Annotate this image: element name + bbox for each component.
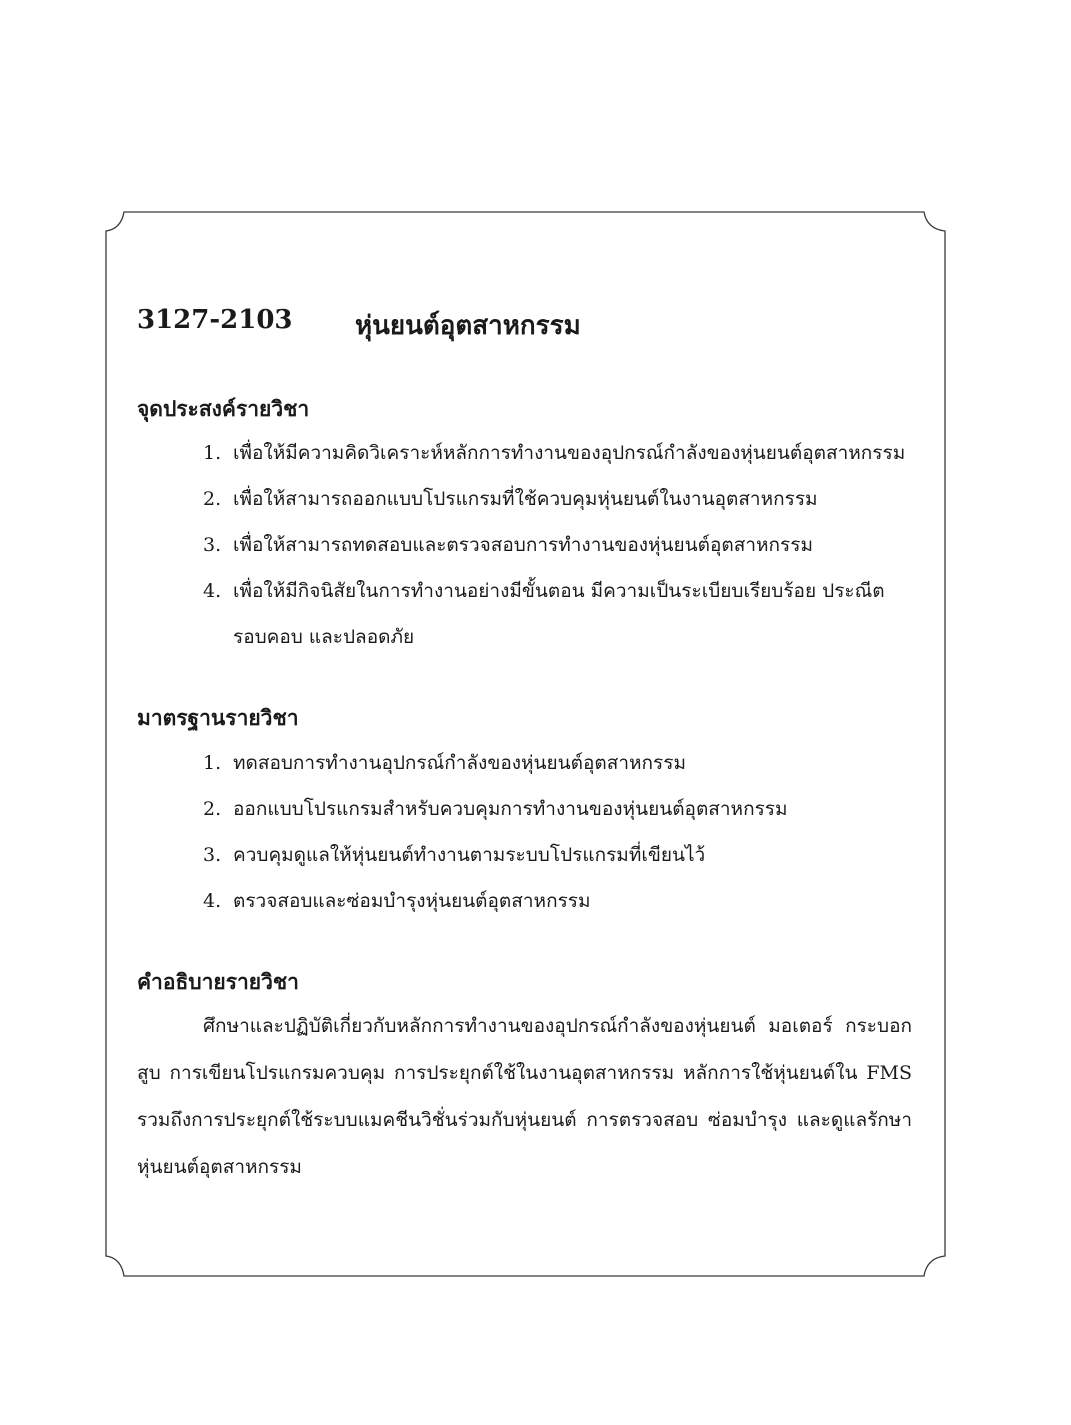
list-item	[137, 568, 912, 660]
description-text: ศึกษาและปฏิบัติเกี่ยวกับหลักการทำงานของอุปกรณ์กำลังของหุ่นยนต์ มอเตอร์ กระบอกสูบ การเขียนโปรแกรมควบคุม การประยุกต์ใช้ในงานอุตสาหกรรม หลักการใช้หุ่นยนต์ใน FMS รวมถึงการประยุกต์ใช้ระบบแมคชีนวิชั่นร่วมกับหุ่นยนต์ การตรวจสอบ ซ่อมบำรุง และดูแลรักษาหุ่นยนต์อุตสาหกรรม	[137, 1014, 912, 1178]
item-number: 4.	[203, 889, 222, 912]
item-text: ควบคุมดูแลให้หุ่นยนต์ทำงานตามระบบโปรแกรมที่เขียนไว้	[233, 843, 706, 866]
course-code: 3127-2103	[137, 305, 293, 335]
item-text: เพื่อให้มีความคิดวิเคราะห์หลักการทำงานของอุปกรณ์กำลังของหุ่นยนต์อุตสาหกรรม	[233, 442, 906, 465]
list-item	[137, 786, 912, 832]
item-number: 2.	[203, 797, 222, 820]
item-text: เพื่อให้มีกิจนิสัยในการทำงานอย่างมีขั้นตอน มีความเป็นระเบียบเรียบร้อย ประณีต รอบคอบ และปลอดภัย	[233, 580, 885, 649]
list-item	[137, 522, 912, 568]
item-text: เพื่อให้สามารถออกแบบโปรแกรมที่ใช้ควบคุมหุ่นยนต์ในงานอุตสาหกรรม	[233, 488, 818, 511]
item-text: ตรวจสอบและซ่อมบำรุงหุ่นยนต์อุตสาหกรรม	[233, 889, 591, 912]
list-item	[137, 476, 912, 522]
item-number: 1.	[203, 751, 222, 774]
item-text: ออกแบบโปรแกรมสำหรับควบคุมการทำงานของหุ่นยนต์อุตสาหกรรม	[233, 797, 788, 820]
course-title: หุ่นยนต์อุตสาหกรรม	[355, 311, 581, 341]
standards-list	[137, 740, 912, 924]
item-number: 2.	[203, 488, 222, 511]
item-number: 3.	[203, 843, 222, 866]
item-number: 3.	[203, 534, 222, 557]
item-number: 1.	[203, 442, 222, 465]
standards-heading: มาตรฐานรายวิชา	[137, 705, 299, 731]
objectives-list	[137, 430, 912, 660]
item-number: 4.	[203, 580, 222, 603]
list-item	[137, 740, 912, 786]
objectives-heading: จุดประสงค์รายวิชา	[137, 396, 310, 421]
course-header	[137, 305, 912, 353]
list-item	[137, 832, 912, 878]
list-item	[137, 430, 912, 476]
list-item	[137, 878, 912, 924]
description-heading: คำอธิบายรายวิชา	[137, 968, 299, 994]
item-text: ทดสอบการทำงานอุปกรณ์กำลังของหุ่นยนต์อุตสาหกรรม	[233, 751, 686, 774]
item-text: เพื่อให้สามารถทดสอบและตรวจสอบการทำงานของหุ่นยนต์อุตสาหกรรม	[233, 534, 813, 557]
course-content	[137, 305, 912, 1191]
